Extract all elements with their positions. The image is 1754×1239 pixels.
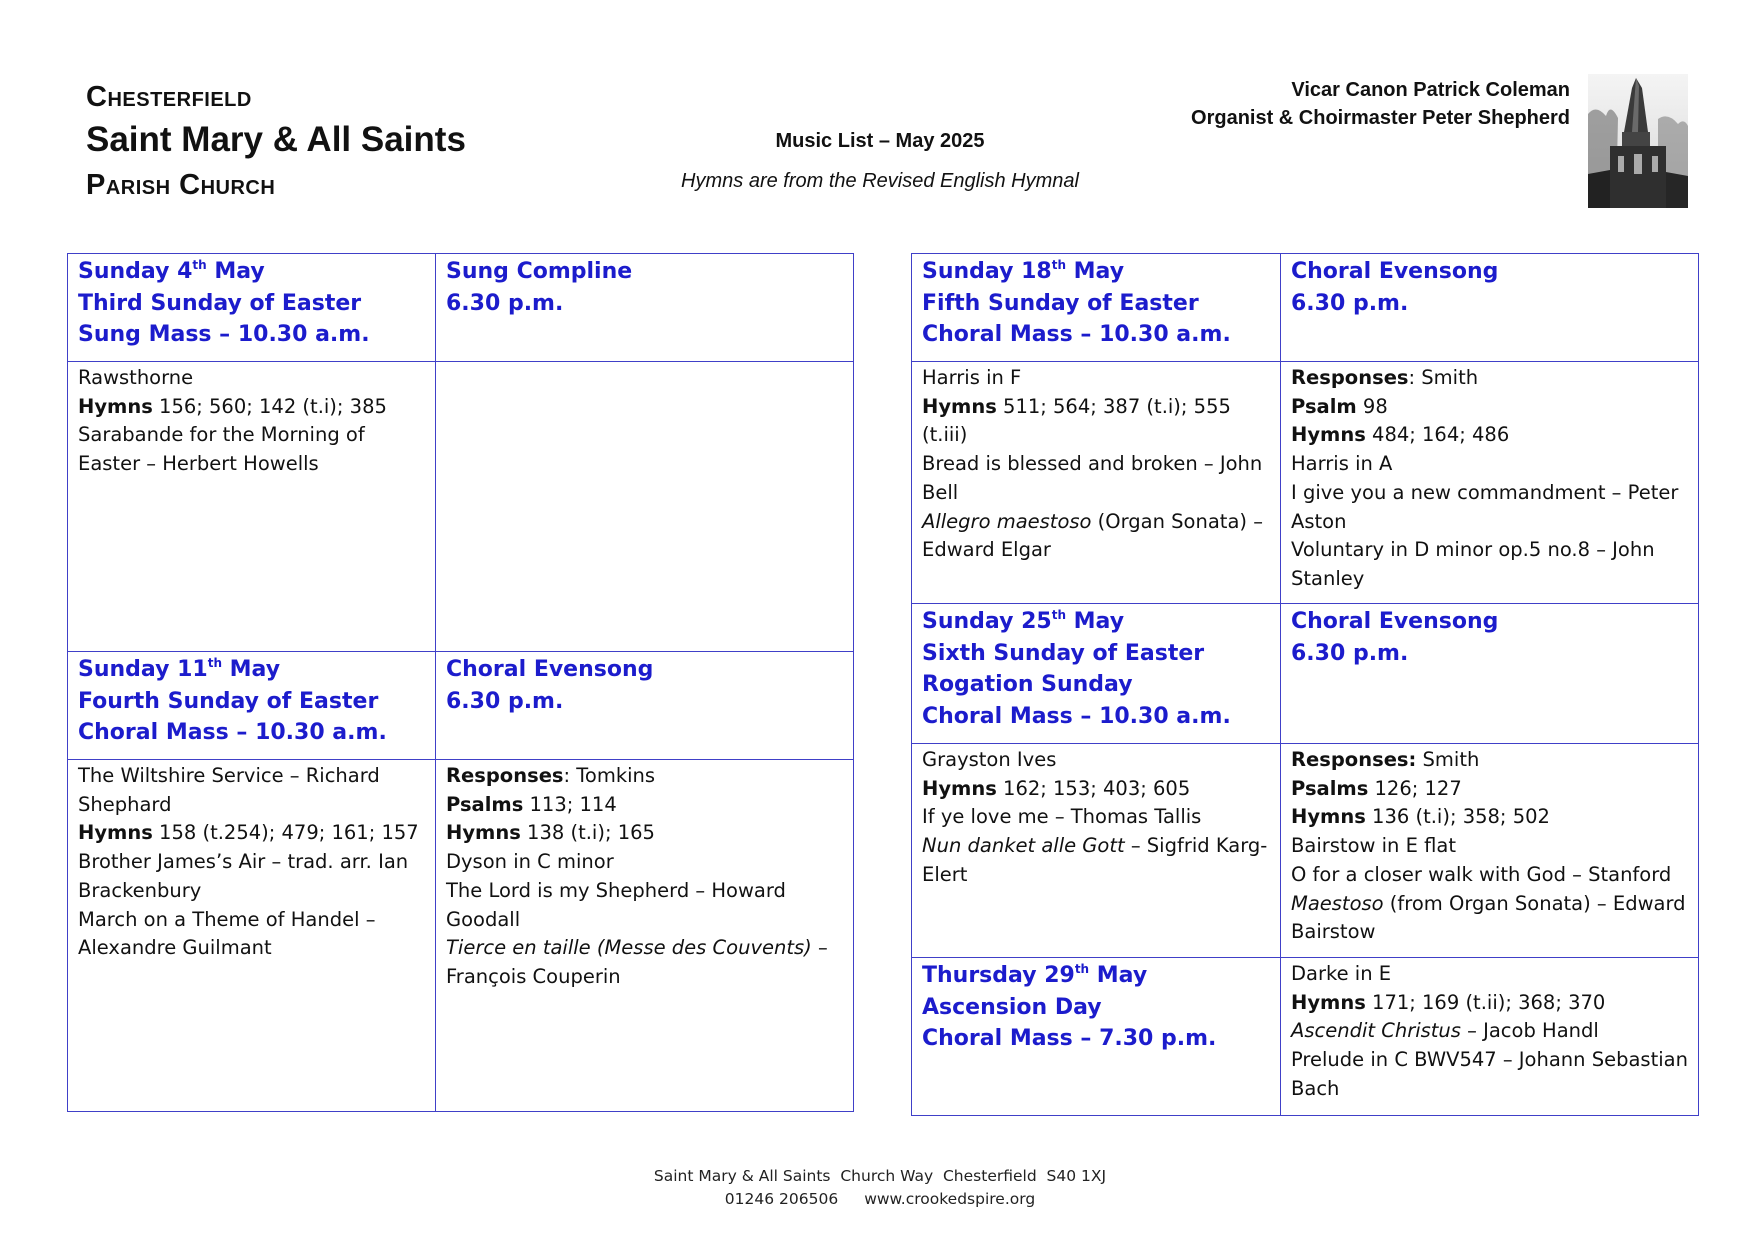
hymnal-note: Hymns are from the Revised English Hymnal	[681, 170, 1079, 192]
evening-music-cell	[436, 362, 854, 652]
footer-address: Saint Mary & All Saints Church Way Chesterfield S40 1XJ	[653, 1167, 1107, 1185]
schedule-table-right	[911, 253, 1699, 1116]
hymns-line: Hymns 162; 153; 403; 605	[922, 776, 1191, 800]
service-occasion-2: Rogation Sunday	[922, 672, 1133, 697]
hymns-line: Hymns 158 (t.254); 479; 161; 157	[78, 821, 419, 845]
anthem: If ye love me – Thomas Tallis	[922, 805, 1202, 829]
evening-service-time: 6.30 p.m.	[446, 688, 564, 714]
anthem: Brother James’s Air – trad. arr. Ian Brackenbury	[78, 850, 409, 902]
anthem: Ascendit Christus – Jacob Handl	[1291, 1019, 1599, 1043]
canticles: Dyson in C minor	[446, 850, 614, 874]
voluntary: Voluntary in D minor op.5 no.8 – John Stanley	[1291, 538, 1655, 590]
psalm-line: Psalm 98	[1291, 394, 1388, 418]
canticles: Harris in A	[1291, 452, 1393, 476]
service-header-sunday-25-may	[912, 604, 1281, 744]
responses-line: Responses: Tomkins	[446, 764, 656, 787]
music-row	[912, 362, 1699, 604]
voluntary: Prelude in C BWV547 – Johann Sebastian Bach	[1291, 1048, 1688, 1100]
morning-music-cell	[68, 760, 436, 1112]
hymns-line: Hymns 511; 564; 387 (t.i); 555 (t.iii)	[922, 394, 1231, 447]
service-time: Choral Mass – 10.30 a.m.	[922, 703, 1231, 729]
service-time: Sung Mass – 10.30 a.m.	[78, 322, 370, 347]
evening-service-name: Choral Evensong	[1291, 259, 1499, 284]
evening-service-name: Choral Evensong	[1291, 609, 1499, 634]
mass-setting: The Wiltshire Service – Richard Shephard	[78, 764, 380, 816]
service-header-row	[912, 254, 1699, 362]
service-occasion: Fourth Sunday of Easter	[78, 688, 379, 714]
anthem: I give you a new commandment – Peter Aston	[1291, 480, 1679, 533]
service-occasion: Third Sunday of Easter	[78, 290, 362, 316]
hymns-line: Hymns 171; 169 (t.ii); 368; 370	[1291, 990, 1606, 1014]
canticles: Bairstow in E flat	[1291, 834, 1457, 858]
voluntary: Tierce en taille (Messe des Couvents) – François Couperin	[446, 936, 828, 988]
footer-phone: 01246 206506	[724, 1190, 839, 1208]
anthem: Bread is blessed and broken – John Bell	[922, 452, 1263, 504]
organist-name: Organist & Choirmaster Peter Shepherd	[1191, 107, 1570, 129]
voluntary: Maestoso (from Organ Sonata) – Edward Bairstow	[1291, 891, 1686, 944]
mass-setting: Grayston Ives	[922, 748, 1057, 771]
service-header-thursday-29-may	[912, 958, 1281, 1116]
service-time: Choral Mass – 7.30 p.m.	[922, 1026, 1217, 1051]
voluntary: Allegro maestoso (Organ Sonata) – Edward Elgar	[922, 509, 1263, 562]
church-name-line-3: Parish Church	[86, 169, 276, 201]
service-occasion: Fifth Sunday of Easter	[922, 290, 1199, 316]
service-time: Choral Mass – 10.30 a.m.	[922, 322, 1231, 347]
anthem: The Lord is my Shepherd – Howard Goodall	[446, 878, 786, 931]
church-name	[86, 78, 466, 206]
ascension-music-cell	[1281, 958, 1699, 1116]
psalms-line: Psalms 113; 114	[446, 792, 617, 816]
service-date: Sunday 25th May	[922, 608, 1125, 634]
voluntary: Sarabande for the Morning of Easter – Herbert Howells	[78, 423, 365, 476]
footer-website[interactable]: www.crookedspire.org	[864, 1190, 1036, 1208]
evening-service-name: Choral Evensong	[446, 657, 654, 682]
responses-line: Responses: Smith	[1291, 748, 1480, 771]
service-header-row	[68, 254, 854, 362]
morning-music-cell	[912, 362, 1281, 604]
schedule-table-left	[67, 253, 854, 1112]
evening-service-name: Sung Compline	[446, 259, 633, 284]
music-list-title: Music List – May 2025	[775, 130, 985, 152]
footer-contact	[500, 1188, 1260, 1211]
ascension-row	[912, 958, 1699, 1116]
service-header-sunday-4-may	[68, 254, 436, 362]
evening-service-header	[436, 254, 854, 362]
service-header-sunday-11-may	[68, 652, 436, 760]
church-name-line-2: Saint Mary & All Saints	[86, 120, 466, 159]
evening-music-cell	[1281, 744, 1699, 958]
church-name-line-1: Chesterfield	[86, 81, 252, 113]
anthem: O for a closer walk with God – Stanford	[1291, 862, 1672, 886]
hymns-line: Hymns 156; 560; 142 (t.i); 385	[78, 394, 387, 418]
service-date: Thursday 29th May	[922, 962, 1148, 988]
voluntary: Nun danket alle Gott – Sigfrid Karg-Elert	[922, 834, 1268, 886]
evening-service-time: 6.30 p.m.	[446, 290, 564, 316]
evening-music-cell	[436, 760, 854, 1112]
mass-setting: Darke in E	[1291, 962, 1392, 985]
evening-music-cell	[1281, 362, 1699, 604]
service-header-row	[912, 604, 1699, 744]
evening-service-header	[436, 652, 854, 760]
service-occasion: Sixth Sunday of Easter	[922, 640, 1205, 666]
morning-music-cell	[68, 362, 436, 652]
service-occasion: Ascension Day	[922, 994, 1102, 1020]
mass-setting: Harris in F	[922, 366, 1022, 389]
service-date: Sunday 4th May	[78, 258, 265, 284]
clergy-info	[1191, 76, 1570, 132]
vicar-name: Vicar Canon Patrick Coleman	[1291, 79, 1570, 101]
evening-service-time: 6.30 p.m.	[1291, 290, 1409, 316]
service-header-sunday-18-may	[912, 254, 1281, 362]
evening-service-time: 6.30 p.m.	[1291, 640, 1409, 666]
responses-line: Responses: Smith	[1291, 366, 1479, 389]
voluntary: March on a Theme of Handel – Alexandre Guilmant	[78, 907, 376, 960]
music-row	[912, 744, 1699, 958]
service-header-row	[68, 652, 854, 760]
footer	[500, 1165, 1260, 1211]
service-date: Sunday 11th May	[78, 656, 281, 682]
mass-setting: Rawsthorne	[78, 366, 194, 389]
service-time: Choral Mass – 10.30 a.m.	[78, 720, 387, 745]
hymns-line: Hymns 138 (t.i); 165	[446, 821, 655, 845]
psalms-line: Psalms 126; 127	[1291, 776, 1462, 800]
morning-music-cell	[912, 744, 1281, 958]
music-row	[68, 362, 854, 652]
evening-service-header	[1281, 254, 1699, 362]
hymns-line: Hymns 484; 164; 486	[1291, 423, 1510, 447]
evening-service-header	[1281, 604, 1699, 744]
service-date: Sunday 18th May	[922, 258, 1125, 284]
music-row	[68, 760, 854, 1112]
hymns-line: Hymns 136 (t.i); 358; 502	[1291, 805, 1550, 829]
church-spire-photo	[1588, 74, 1688, 208]
